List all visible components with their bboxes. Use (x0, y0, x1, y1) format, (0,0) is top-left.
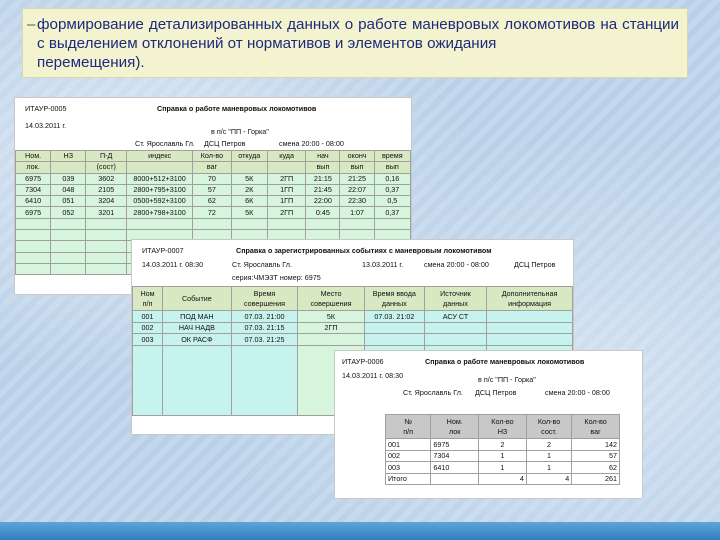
table-cell (487, 322, 573, 334)
table-cell: 2ГП (267, 207, 305, 218)
table-cell: 1 (526, 450, 571, 462)
table-cell: 003 (386, 462, 431, 474)
table-cell: 2К (231, 184, 267, 195)
table-cell: 7304 (431, 450, 479, 462)
report-code: ИТАУР-0005 (25, 104, 67, 113)
column-header: Ном п/п (133, 287, 163, 311)
column-header: Кол-во сост. (526, 415, 571, 439)
column-header (127, 162, 193, 173)
table-row (386, 450, 620, 462)
header-box (22, 8, 688, 78)
column-header: Ном. лок (431, 415, 479, 439)
column-header: П-Д (86, 151, 127, 162)
table-cell: 142 (572, 439, 620, 451)
table-cell: АСУ СТ (424, 311, 486, 323)
column-header: (сост) (86, 162, 127, 173)
column-header (231, 162, 267, 173)
table-cell: 21:45 (306, 184, 340, 195)
table-cell: 1:07 (340, 207, 374, 218)
column-header: Ном. (16, 151, 51, 162)
report-park: в п/с "ПП - Горка" (478, 375, 536, 384)
report-station: Ст. Ярославль Гл. (135, 139, 195, 148)
table-cell: 57 (572, 450, 620, 462)
column-header (267, 162, 305, 173)
column-header: оконч (340, 151, 374, 162)
table-cell: 62 (193, 196, 231, 207)
table-cell: 57 (193, 184, 231, 195)
column-header: Событие (163, 287, 232, 311)
report-header (335, 351, 642, 411)
table-cell: 5К (231, 173, 267, 184)
table-cell (487, 311, 573, 323)
column-header: нач (306, 151, 340, 162)
column-header: вып (306, 162, 340, 173)
table-row (386, 462, 620, 474)
table-header-row (386, 415, 620, 439)
column-header: откуда (231, 151, 267, 162)
table-cell: 0,37 (374, 184, 410, 195)
table-cell: 07.03. 21:00 (231, 311, 298, 323)
column-header: Место совершения (298, 287, 365, 311)
table-row (16, 184, 411, 195)
table-cell: 6975 (16, 173, 51, 184)
bullet-dash: – (27, 16, 36, 33)
table-cell: 2ГП (298, 322, 365, 334)
table-cell: 72 (193, 207, 231, 218)
table-cell: 2 (479, 439, 527, 451)
table-cell: 003 (133, 334, 163, 346)
table-header-row (16, 162, 411, 173)
report-code: ИТАУР-0007 (142, 246, 184, 255)
table-cell: 70 (193, 173, 231, 184)
table-cell: 002 (133, 322, 163, 334)
table-cell: 6К (231, 196, 267, 207)
report-title: Справка о работе маневровых локомотивов (425, 357, 585, 366)
table-cell: 0:45 (306, 207, 340, 218)
table-cell: 07.03. 21:15 (231, 322, 298, 334)
table-cell: ПОД МАН (163, 311, 232, 323)
table-cell: 001 (386, 439, 431, 451)
header-text: формирование детализированных данных о работе маневровых локомотивов на станции с выделением отклонений от нормативов и элементов ожидания (37, 16, 679, 52)
total-nz: 4 (479, 473, 527, 485)
report-datetime: 14.03.2011 г. 08:30 (142, 260, 204, 269)
column-header: № п/п (386, 415, 431, 439)
table-cell: 62 (572, 462, 620, 474)
table-cell: 1 (479, 462, 527, 474)
column-header: Кол-во ваг (572, 415, 620, 439)
column-header: Кол-во (193, 151, 231, 162)
column-header: НЗ (51, 151, 86, 162)
column-header: Источник данных (424, 287, 486, 311)
table-cell: 6410 (431, 462, 479, 474)
table-cell (424, 334, 486, 346)
table-row (133, 311, 573, 323)
column-header: вып (340, 162, 374, 173)
table-cell: 07.03. 21:02 (364, 311, 424, 323)
table-cell: 039 (51, 173, 86, 184)
column-header: Кол-во НЗ (479, 415, 527, 439)
table-row (133, 334, 573, 346)
table-row (16, 196, 411, 207)
table-cell: 0,37 (374, 207, 410, 218)
table-cell: 1 (479, 450, 527, 462)
table-cell: 2800+798+3100 (127, 207, 193, 218)
table-cell: 1ГП (267, 196, 305, 207)
column-header: куда (267, 151, 305, 162)
table-cell (487, 334, 573, 346)
table-cell: 3204 (86, 196, 127, 207)
loco-series: серия:ЧМЭ3Т номер: 6975 (232, 273, 321, 282)
column-header: Дополнительная информация (487, 287, 573, 311)
report-code: ИТАУР-0006 (342, 357, 384, 366)
table-cell: ОК РАСФ (163, 334, 232, 346)
column-header: вып (374, 162, 410, 173)
report-card-itaur-0006 (334, 350, 643, 499)
column-header: индекс (127, 151, 193, 162)
table-cell: 21:25 (340, 173, 374, 184)
table-cell (431, 473, 479, 485)
table-row (386, 439, 620, 451)
table-cell (424, 322, 486, 334)
table-cell: 22:30 (340, 196, 374, 207)
table-cell: 052 (51, 207, 86, 218)
table-cell: 3602 (86, 173, 127, 184)
table-row (16, 218, 411, 229)
table-cell: НАЧ НАДВ (163, 322, 232, 334)
report-park: в п/с "ПП - Горка" (211, 127, 269, 136)
column-header: Время совершения (231, 287, 298, 311)
table-cell: 002 (386, 450, 431, 462)
table-cell: 5К (231, 207, 267, 218)
report-datetime: 14.03.2011 г. 08:30 (342, 371, 404, 380)
report-title: Справка о зарегистрированных событиях с маневровым локомотивом (236, 246, 492, 255)
table-cell: 001 (133, 311, 163, 323)
report-date2: 13.03.2011 г. (362, 260, 404, 269)
table-row (16, 173, 411, 184)
table-cell: 0,16 (374, 173, 410, 184)
table-cell (364, 334, 424, 346)
table-cell: 6410 (16, 196, 51, 207)
report-header (132, 240, 573, 286)
table-header-row (133, 287, 573, 311)
table-cell: 1ГП (267, 184, 305, 195)
table-cell: 7304 (16, 184, 51, 195)
table-cell: 22:07 (340, 184, 374, 195)
table-cell: 2ГП (267, 173, 305, 184)
total-row (386, 473, 620, 485)
bottom-strip (0, 522, 720, 540)
table-cell: 22:00 (306, 196, 340, 207)
report-dispatcher: ДСЦ Петров (475, 388, 517, 397)
table-cell: 048 (51, 184, 86, 195)
report-station: Ст. Ярославль Гл. (232, 260, 292, 269)
table-cell: 1 (526, 462, 571, 474)
table-row (16, 207, 411, 218)
report-dispatcher: ДСЦ Петров (204, 139, 246, 148)
table-cell: 8000+512+3100 (127, 173, 193, 184)
table-cell: 07.03. 21:25 (231, 334, 298, 346)
table-cell: 6975 (431, 439, 479, 451)
table-cell: 0,5 (374, 196, 410, 207)
table-cell: 2105 (86, 184, 127, 195)
column-header: лок. (16, 162, 51, 173)
table-cell: 2800+795+3100 (127, 184, 193, 195)
table-row (133, 322, 573, 334)
table-cell: 2 (526, 439, 571, 451)
report-shift: смена 20:00 - 08:00 (279, 139, 344, 148)
column-header: время (374, 151, 410, 162)
header-text-end: перемещения). (37, 54, 145, 71)
table-cell: 0500+592+3100 (127, 196, 193, 207)
report-shift: смена 20:00 - 08:00 (545, 388, 610, 397)
report-header (15, 98, 411, 150)
table-header-row (16, 151, 411, 162)
table-cell: 6975 (16, 207, 51, 218)
report-dispatcher: ДСЦ Петров (514, 260, 556, 269)
column-header: ваг (193, 162, 231, 173)
table-cell: 21:15 (306, 173, 340, 184)
table-cell: 3201 (86, 207, 127, 218)
report-station: Ст. Ярославль Гл. (403, 388, 463, 397)
table-cell: 051 (51, 196, 86, 207)
column-header: Время ввода данных (364, 287, 424, 311)
report-title: Справка о работе маневровых локомотивов (157, 104, 317, 113)
table-cell (298, 334, 365, 346)
report-date: 14.03.2011 г. (25, 121, 67, 130)
loco-summary-table (385, 414, 620, 485)
column-header (51, 162, 86, 173)
report-shift: смена 20:00 - 08:00 (424, 260, 489, 269)
table-cell (364, 322, 424, 334)
total-label: Итого (386, 473, 431, 485)
total-vag: 261 (572, 473, 620, 485)
table-cell: 5К (298, 311, 365, 323)
total-sost: 4 (526, 473, 571, 485)
